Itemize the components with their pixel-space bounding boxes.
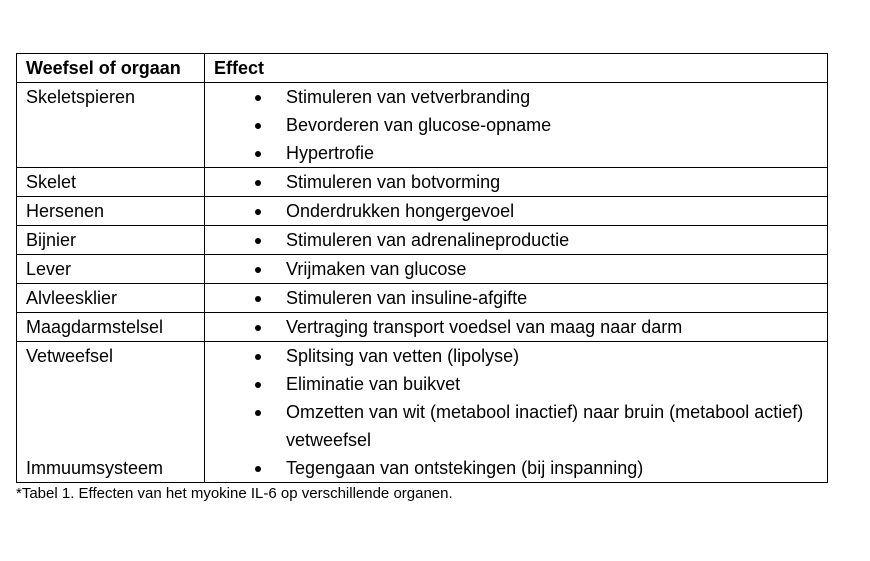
table-caption: *Tabel 1. Effecten van het myokine IL-6 op verschillende organen. (16, 485, 453, 502)
organ-cell: Hersenen (17, 197, 205, 226)
effect-cell (205, 83, 828, 168)
effect-cell (205, 454, 828, 483)
effect-item: Stimuleren van vetverbranding (214, 83, 827, 111)
effect-item: Vrijmaken van glucose (214, 255, 827, 283)
organ-cell: Vetweefsel (17, 342, 205, 455)
effect-list (214, 168, 827, 196)
table-row (17, 255, 828, 284)
effect-list (214, 255, 827, 283)
effect-cell (205, 226, 828, 255)
table-row (17, 454, 828, 483)
effect-list (214, 342, 827, 454)
effect-item: Stimuleren van insuline-afgifte (214, 284, 827, 312)
effect-list (214, 284, 827, 312)
organ-cell: Immuumsysteem (17, 454, 205, 483)
effect-list (214, 83, 827, 167)
effect-item: Splitsing van vetten (lipolyse) (214, 342, 827, 370)
organ-cell: Alvleesklier (17, 284, 205, 313)
effect-cell (205, 168, 828, 197)
effect-item: Vertraging transport voedsel van maag naar darm (214, 313, 827, 341)
table-row (17, 342, 828, 455)
organ-cell: Bijnier (17, 226, 205, 255)
organ-cell: Maagdarmstelsel (17, 313, 205, 342)
effect-cell (205, 255, 828, 284)
effect-item: Bevorderen van glucose-opname (214, 111, 827, 139)
organ-cell: Skelet (17, 168, 205, 197)
effect-item: Onderdrukken hongergevoel (214, 197, 827, 225)
header-organ: Weefsel of orgaan (17, 54, 205, 83)
effect-cell (205, 197, 828, 226)
effect-item: Stimuleren van botvorming (214, 168, 827, 196)
table-row (17, 313, 828, 342)
table-header-row (17, 54, 828, 83)
organ-cell: Lever (17, 255, 205, 284)
effects-table (16, 53, 828, 483)
organ-cell: Skeletspieren (17, 83, 205, 168)
effect-item: Hypertrofie (214, 139, 827, 167)
effect-cell (205, 284, 828, 313)
header-effect: Effect (205, 54, 828, 83)
table-row (17, 226, 828, 255)
effect-item: Omzetten van wit (metabool inactief) naar bruin (metabool actief) vetweefsel (214, 398, 827, 454)
table-row (17, 168, 828, 197)
effect-item: Stimuleren van adrenalineproductie (214, 226, 827, 254)
table-row (17, 197, 828, 226)
effect-list (214, 313, 827, 341)
effect-list (214, 226, 827, 254)
effect-list (214, 454, 827, 482)
effect-list (214, 197, 827, 225)
effect-item: Eliminatie van buikvet (214, 370, 827, 398)
table-row (17, 83, 828, 168)
table-row (17, 284, 828, 313)
effect-cell (205, 342, 828, 455)
effect-item: Tegengaan van ontstekingen (bij inspanning) (214, 454, 827, 482)
effect-cell (205, 313, 828, 342)
